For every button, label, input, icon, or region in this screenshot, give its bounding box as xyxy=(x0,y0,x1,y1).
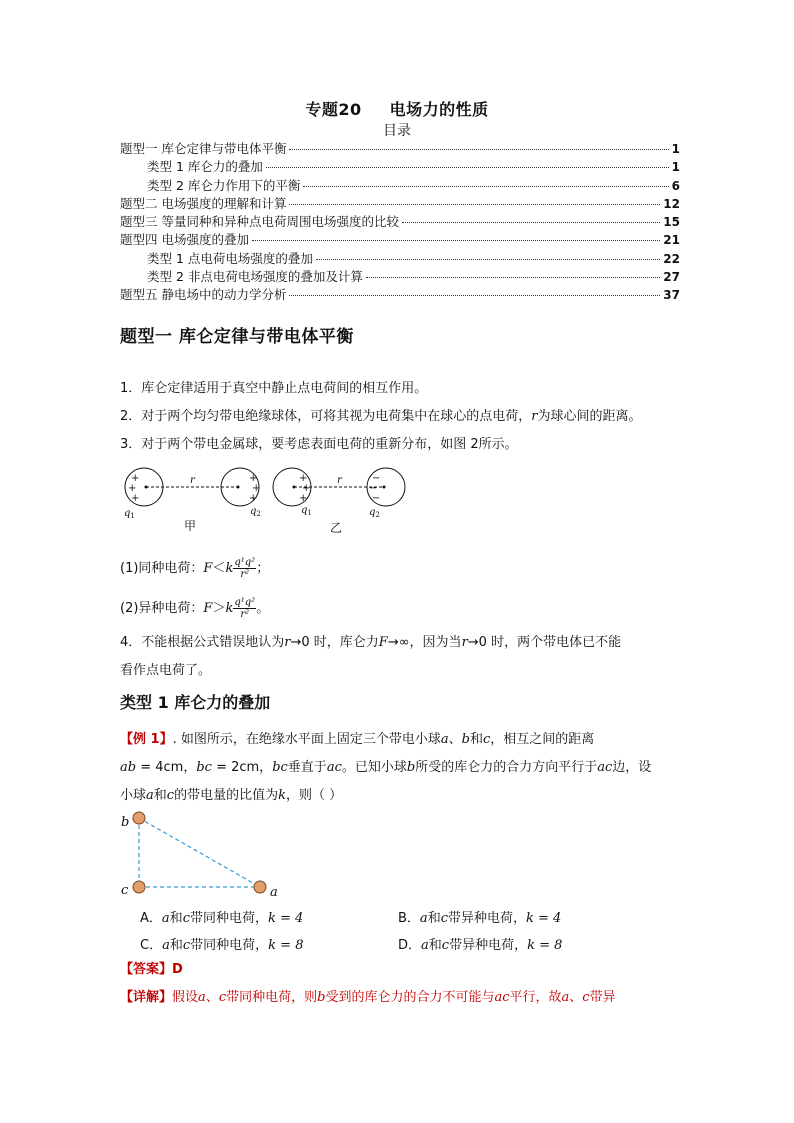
paragraph-4-line2: 看作点电荷了。 xyxy=(120,663,212,678)
paragraph-4 xyxy=(120,633,680,653)
frac-den: r² xyxy=(240,569,250,580)
ex1-l3-a: 小球 xyxy=(120,788,147,803)
toc-leader-dots xyxy=(289,149,668,150)
option-part: 和 xyxy=(428,938,442,953)
label-yi: 乙 xyxy=(330,521,343,535)
ex1-ab-val: = 4cm， xyxy=(136,760,197,775)
option-part: c xyxy=(182,938,191,953)
detail-d: 平行，故 xyxy=(509,990,562,1005)
toc-entry-page: 27 xyxy=(663,270,680,285)
p2-var-r: r xyxy=(531,409,538,424)
frac-num: q¹q² xyxy=(234,557,256,568)
option-part: C． xyxy=(140,938,163,953)
p4-r2: r xyxy=(461,635,468,650)
option-part: a xyxy=(421,938,429,953)
ex1-var-a: a xyxy=(440,732,449,747)
toc-entry[interactable] xyxy=(120,267,680,285)
option-part: a xyxy=(162,938,170,953)
detail-avar: a xyxy=(198,990,206,1005)
detail-cvar2: c xyxy=(582,990,590,1005)
label-jia: 甲 xyxy=(184,519,197,533)
option-b[interactable] xyxy=(398,907,561,926)
option-part: c xyxy=(440,911,448,926)
detail-sep2: 、 xyxy=(569,990,583,1005)
ex1-ab: ab xyxy=(120,760,137,775)
frac-den: r² xyxy=(240,609,250,620)
detail-e: 带异 xyxy=(589,990,616,1005)
example1-line3 xyxy=(120,786,680,806)
plus-sign: + xyxy=(128,483,137,494)
toc-leader-dots xyxy=(303,186,668,187)
formula1-fraction xyxy=(233,557,256,580)
detail-a: 假设 xyxy=(172,990,199,1005)
ex1-l3-cvar: c xyxy=(166,788,175,803)
ex1-perp: 垂直于 xyxy=(287,760,327,775)
detail-cvar: c xyxy=(218,990,227,1005)
q1-label-jia: $q_1$ xyxy=(124,508,135,520)
ex1-l3-b: 的带电量的比值为 xyxy=(174,788,279,803)
toc-entry-label: 类型 2 非点电荷电场强度的叠加及计算 xyxy=(147,269,363,285)
title-text: 电场力的性质 xyxy=(389,100,489,119)
option-a[interactable] xyxy=(140,907,303,926)
p2-text-b: 为球心间的距离。 xyxy=(537,409,642,424)
toc-entry[interactable] xyxy=(120,212,680,230)
toc-entry-page: 1 xyxy=(671,160,680,175)
plus-sign: + xyxy=(299,493,308,504)
p2-text-a: 2．对于两个均匀带电绝缘球体，可将其视为电荷集中在球心的点电荷， xyxy=(120,409,532,424)
plus-sign: + xyxy=(249,493,258,504)
answer-line xyxy=(120,960,680,980)
ball-b xyxy=(133,812,145,824)
toc-entry-page: 15 xyxy=(663,215,680,230)
option-part: D． xyxy=(398,938,422,953)
ex1-l3-and: 和 xyxy=(153,788,167,803)
toc-entry-page: 22 xyxy=(663,251,680,266)
option-part: k = 8 xyxy=(527,938,563,953)
toc-entry-label: 题型四 电场强度的叠加 xyxy=(120,232,249,248)
ex1-l3-k: k xyxy=(278,788,286,803)
ex1-b: b xyxy=(406,760,416,775)
label-c: c xyxy=(121,883,129,898)
ball-c xyxy=(133,881,145,893)
formula2-op: ＞ xyxy=(212,601,226,616)
toc-entry[interactable] xyxy=(120,194,680,212)
ex1-sep: 、 xyxy=(448,732,462,747)
toc-entry[interactable] xyxy=(120,249,680,267)
formula2-k: k xyxy=(225,601,234,616)
ex1-l3-avar: a xyxy=(146,788,154,803)
formula-opposite-charge xyxy=(120,592,680,626)
ex1-and: 和 xyxy=(469,732,483,747)
detail-b: 带同种电荷，则 xyxy=(226,990,318,1005)
paragraph-3: 3．对于两个带电金属球，要考虑表面电荷的重新分布，如图 2所示。 xyxy=(120,437,518,452)
ex1-l2-end: 所受的库仑力的合力方向平行于 xyxy=(415,760,598,775)
plus-sign: + xyxy=(299,473,308,484)
option-part: A． xyxy=(140,911,162,926)
option-part: 带同种电荷， xyxy=(189,911,268,926)
p4-F: F xyxy=(378,635,388,650)
label-a: a xyxy=(270,885,278,898)
p4-a: 4．不能根据公式错误地认为 xyxy=(120,635,285,650)
page-title xyxy=(0,97,794,120)
example-tag: 【例 1】 xyxy=(120,732,173,747)
formula1-end: ； xyxy=(256,561,270,576)
toc-leader-dots xyxy=(366,277,660,278)
toc-entry-label: 题型二 电场强度的理解和计算 xyxy=(120,195,287,211)
plus-sign: + xyxy=(131,473,140,484)
p4-r1: r xyxy=(284,635,291,650)
r-label-yi: r xyxy=(337,475,342,486)
option-d[interactable] xyxy=(398,934,562,953)
section-heading-1: 题型一 库仑定律与带电体平衡 xyxy=(120,327,354,347)
toc-leader-dots xyxy=(289,295,660,296)
detail-sep: 、 xyxy=(205,990,219,1005)
ex1-bc2: bc xyxy=(272,760,288,775)
type1-heading: 类型 1 库仑力的叠加 xyxy=(120,693,271,712)
option-part: B． xyxy=(398,911,420,926)
option-part: 带同种电荷， xyxy=(190,938,269,953)
ex1-l3-c: ，则（ ） xyxy=(285,788,343,803)
p4-d: →0 时，两个带电体已不能 xyxy=(467,635,622,650)
ex1-bc: bc xyxy=(196,760,212,775)
minus-sign: − xyxy=(372,473,381,484)
detail-tag: 【详解】 xyxy=(120,990,173,1005)
toc-entry-label: 类型 1 点电荷电场强度的叠加 xyxy=(147,250,313,266)
answer-tag: 【答案】 xyxy=(120,962,173,977)
ex1-ac: ac xyxy=(326,760,342,775)
detail-bvar: b xyxy=(317,990,326,1005)
option-part: 带异种电荷， xyxy=(449,938,528,953)
minus-sign: − xyxy=(372,493,381,504)
toc-entry-label: 题型五 静电场中的动力学分析 xyxy=(120,287,287,303)
ex1-ac2: ac xyxy=(597,760,613,775)
answer-value: D xyxy=(172,962,183,977)
option-part: k = 8 xyxy=(268,938,304,953)
q2-label-yi: $q_2$ xyxy=(369,507,380,519)
q1-label-yi: $q_1$ xyxy=(301,505,312,517)
ex1-mid: 。已知小球 xyxy=(341,760,407,775)
toc-entry-page: 21 xyxy=(663,233,680,248)
formula1-k: k xyxy=(225,561,234,576)
plus-sign: + xyxy=(131,493,140,504)
triangle-figure xyxy=(115,808,290,898)
formula2-fraction xyxy=(233,597,256,620)
frac-num: q¹q² xyxy=(234,597,256,608)
ex1-var-c: c xyxy=(482,732,491,747)
option-part: a xyxy=(161,911,170,926)
plus-sign: + xyxy=(252,483,261,494)
toc-leader-dots xyxy=(252,240,660,241)
toc-entry[interactable] xyxy=(120,157,680,175)
formula-same-charge xyxy=(120,552,680,586)
label-b: b xyxy=(121,815,130,830)
detail-ac: ac xyxy=(494,990,510,1005)
toc-entry-label: 题型一 库仑定律与带电体平衡 xyxy=(120,141,287,156)
toc-leader-dots xyxy=(266,167,669,168)
option-part: 带异种电荷， xyxy=(447,911,526,926)
option-c[interactable] xyxy=(140,934,303,953)
example1-line2 xyxy=(120,758,680,778)
toc-entry[interactable] xyxy=(120,176,680,194)
ball-a xyxy=(254,881,266,893)
q2-label-jia: $q_2$ xyxy=(250,506,261,518)
ex1-l1-a: . 如图所示，在绝缘水平面上固定三个带电小球 xyxy=(172,732,441,747)
table-of-contents xyxy=(120,139,680,304)
ex1-var-b: b xyxy=(461,732,470,747)
option-part: c xyxy=(441,938,450,953)
toc-entry-page: 6 xyxy=(671,178,680,193)
toc-heading: 目录 xyxy=(383,123,411,139)
ex1-l1-end: ，相互之间的距离 xyxy=(490,732,595,747)
toc-leader-dots xyxy=(316,259,660,260)
formula2-end: 。 xyxy=(256,601,270,616)
plus-sign: + xyxy=(249,473,258,484)
detail-line xyxy=(120,988,680,1008)
toc-entry[interactable] xyxy=(120,139,680,157)
toc-leader-dots xyxy=(289,204,660,205)
toc-entry-page: 12 xyxy=(663,196,680,211)
formula2-prefix: (2)异种电荷： xyxy=(120,601,204,616)
toc-entry-label: 类型 2 库仑力作用下的平衡 xyxy=(147,177,301,193)
formula2-F: F xyxy=(203,601,213,616)
formula1-prefix: (1)同种电荷： xyxy=(120,561,204,576)
example1-line1 xyxy=(120,730,680,750)
option-part: 和 xyxy=(427,911,441,926)
charged-spheres-figure xyxy=(118,464,418,536)
option-part: 和 xyxy=(169,938,183,953)
toc-entry-label: 题型三 等量同种和异种点电荷周围电场强度的比较 xyxy=(120,214,399,230)
detail-c: 受到的库仑力的合力不可能与 xyxy=(325,990,495,1005)
toc-entry[interactable] xyxy=(120,285,680,303)
formula1-F: F xyxy=(203,561,213,576)
plus-sign: + xyxy=(302,483,311,494)
p4-c: →∞，因为当 xyxy=(387,635,462,650)
minus-sign: − xyxy=(369,483,378,494)
detail-avar2: a xyxy=(561,990,570,1005)
option-part: 和 xyxy=(169,911,183,926)
paragraph-1: 1．库仑定律适用于真空中静止点电荷间的相互作用。 xyxy=(120,381,428,396)
ex1-l2-end2: 边，设 xyxy=(612,760,652,775)
option-part: a xyxy=(419,911,428,926)
option-part: k = 4 xyxy=(267,911,304,926)
formula1-op: ＜ xyxy=(212,561,226,576)
option-part: c xyxy=(182,911,190,926)
toc-entry-page: 1 xyxy=(671,142,680,156)
toc-entry-page: 37 xyxy=(663,288,680,303)
title-number: 专题20 xyxy=(305,100,362,119)
paragraph-2 xyxy=(120,407,680,427)
side-ba xyxy=(139,818,260,887)
toc-entry[interactable] xyxy=(120,230,680,248)
toc-entry-label: 类型 1 库仑力的叠加 xyxy=(147,159,263,175)
ex1-bc-val: = 2cm， xyxy=(211,760,273,775)
r-label-jia: r xyxy=(190,475,195,486)
toc-leader-dots xyxy=(402,222,660,223)
p4-b: →0 时，库仑力 xyxy=(290,635,379,650)
option-part: k = 4 xyxy=(526,911,562,926)
